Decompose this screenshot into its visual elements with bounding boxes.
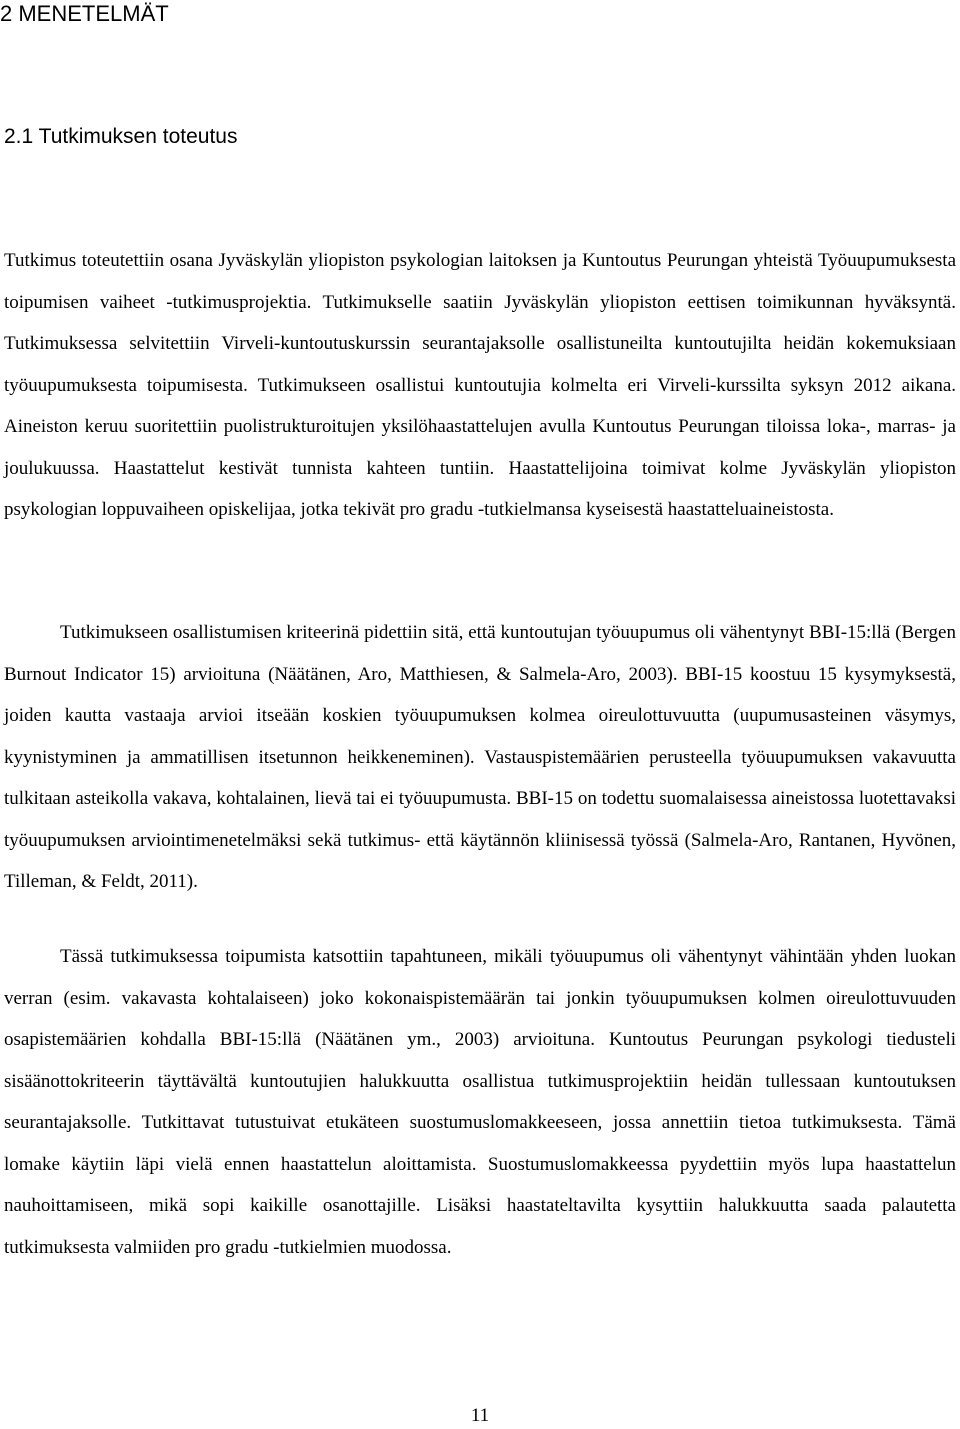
paragraph-participation-criteria: Tutkimukseen osallistumisen kriteerinä pidettiin sitä, että kuntoutujan työuupumus oli vähentynyt BBI-15:llä (Bergen Burnout Indicator 15) arvioituna (Näätänen, Aro, Matthiesen, & Salmela-Aro, 2003). BBI-15 koostuu 15 kysymyksestä, joiden kautta vastaaja arvioi itseään koskien työuupumuksen kolmea oireulottuvuutta (uupumusasteinen väsymys, kyynistyminen ja ammatillisen itsetunnon heikkeneminen). Vastauspistemäärien perusteella työuupumuksen vakavuutta tulkitaan asteikolla vakava, kohtalainen, lievä tai ei työuupumusta. BBI-15 on todettu suomalaisessa aineistossa luotettavaksi työuupumuksen arviointimenetelmäksi sekä tutkimus- että käytännön kliinisessä työssä (Salmela-Aro, Rantanen, Hyvönen, Tilleman, & Feldt, 2011). [4, 622, 956, 892]
section-heading: 2.1 Tutkimuksen toteutus [4, 125, 238, 148]
chapter-heading: 2 MENETELMÄT [0, 1, 169, 26]
page-number: 11 [470, 1405, 490, 1426]
paragraph-study-implementation: Tutkimus toteutettiin osana Jyväskylän yliopiston psykologian laitoksen ja Kuntoutus Peurungan yhteistä Työuupumuksesta toipumisen vaiheet -tutkimusprojektia. Tutkimukselle saatiin Jyväskylän yliopiston eettisen toimikunnan hyväksyntä. Tutkimuksessa selvitettiin Virveli-kuntoutuskurssin seurantajaksolle osallistuneilta kuntoutujilta heidän kokemuksiaan työuupumuksesta toipumisesta. Tutkimukseen osallistui kuntoutujia kolmelta eri Virveli-kurssilta syksyn 2012 aikana. Aineiston keruu suoritettiin puolistrukturoitujen yksilöhaastattelujen avulla Kuntoutus Peurungan tiloissa loka-, marras- ja joulukuussa. Haastattelut kestivät tunnista kahteen tuntiin. Haastattelijoina toimivat kolme Jyväskylän yliopiston psykologian loppuvaiheen opiskelijaa, jotka tekivät pro gradu -tutkielmansa kyseisestä haastatteluaineistosta. [4, 250, 956, 520]
paragraph-recovery-definition: Tässä tutkimuksessa toipumista katsottiin tapahtuneen, mikäli työuupumus oli vähentynyt vähintään yhden luokan verran (esim. vakavasta kohtalaiseen) joko kokonaispistemäärän tai jonkin työuupumuksen kolmen oireulottuvuuden osapistemäärien kohdalla BBI-15:llä (Näätänen ym., 2003) arvioituna. Kuntoutus Peurungan psykologi tiedusteli sisäänottokriteerin täyttävältä kuntoutujien halukkuutta osallistua tutkimusprojektiin heidän tullessaan kuntoutuksen seurantajaksolle. Tutkittavat tutustuivat etukäteen suostumuslomakkeeseen, jossa annettiin tietoa tutkimuksesta. Tämä lomake käytiin läpi vielä ennen haastattelun aloittamista. Suostumuslomakkeessa pyydettiin myös lupa haastattelun nauhoittamiseen, mikä sopi kaikille osanottajille. Lisäksi haastateltavilta kysyttiin halukkuutta saada palautetta tutkimuksesta valmiiden pro gradu -tutkielmien muodossa. [4, 946, 956, 1258]
